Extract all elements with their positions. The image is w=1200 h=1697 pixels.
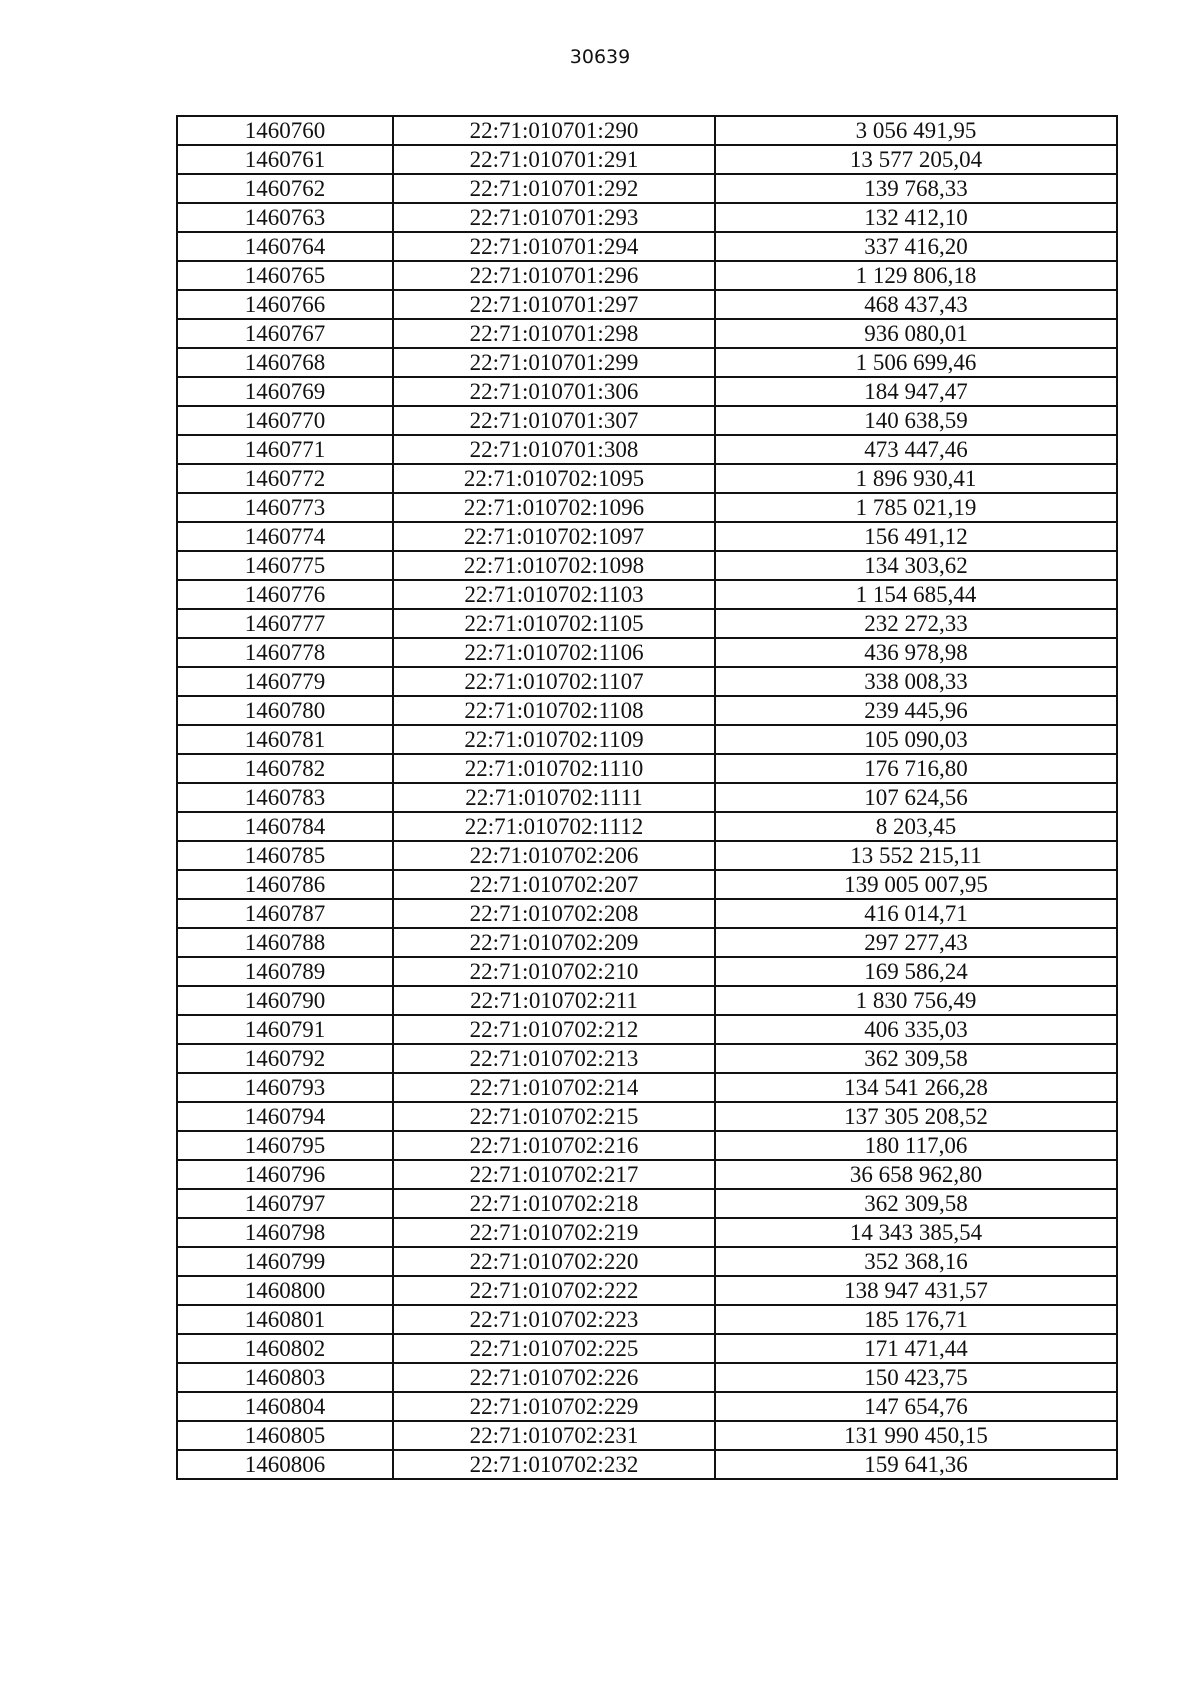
value-cell: 156 491,12 [715,522,1117,551]
table-row [177,551,1117,580]
value-cell: 352 368,16 [715,1247,1117,1276]
record-number-cell: 1460797 [177,1189,393,1218]
table-row [177,1218,1117,1247]
value-cell: 468 437,43 [715,290,1117,319]
cadastral-number-cell: 22:71:010702:212 [393,1015,715,1044]
record-number-cell: 1460776 [177,580,393,609]
table-row [177,754,1117,783]
cadastral-number-cell: 22:71:010702:206 [393,841,715,870]
cadastral-number-cell: 22:71:010702:232 [393,1450,715,1479]
record-number-cell: 1460773 [177,493,393,522]
cadastral-number-cell: 22:71:010701:296 [393,261,715,290]
table-row [177,638,1117,667]
table-row [177,667,1117,696]
table-row [177,290,1117,319]
table-row [177,1363,1117,1392]
value-cell: 185 176,71 [715,1305,1117,1334]
cadastral-number-cell: 22:71:010702:225 [393,1334,715,1363]
cadastral-number-cell: 22:71:010702:217 [393,1160,715,1189]
table-row [177,261,1117,290]
cadastral-number-cell: 22:71:010702:1106 [393,638,715,667]
table-row [177,203,1117,232]
table-row [177,348,1117,377]
table-row [177,1247,1117,1276]
record-number-cell: 1460805 [177,1421,393,1450]
table-row [177,116,1117,145]
value-cell: 138 947 431,57 [715,1276,1117,1305]
value-cell: 1 506 699,46 [715,348,1117,377]
cadastral-number-cell: 22:71:010701:308 [393,435,715,464]
record-number-cell: 1460782 [177,754,393,783]
value-cell: 239 445,96 [715,696,1117,725]
value-cell: 406 335,03 [715,1015,1117,1044]
value-cell: 337 416,20 [715,232,1117,261]
record-number-cell: 1460762 [177,174,393,203]
table-row [177,319,1117,348]
cadastral-number-cell: 22:71:010702:231 [393,1421,715,1450]
value-cell: 131 990 450,15 [715,1421,1117,1450]
cadastral-number-cell: 22:71:010702:210 [393,957,715,986]
table-row [177,1276,1117,1305]
record-number-cell: 1460789 [177,957,393,986]
record-number-cell: 1460774 [177,522,393,551]
value-cell: 180 117,06 [715,1131,1117,1160]
value-cell: 134 303,62 [715,551,1117,580]
cadastral-number-cell: 22:71:010702:1095 [393,464,715,493]
table-row [177,696,1117,725]
cadastral-number-cell: 22:71:010702:207 [393,870,715,899]
value-cell: 140 638,59 [715,406,1117,435]
table-row [177,145,1117,174]
cadastral-number-cell: 22:71:010702:1111 [393,783,715,812]
table-row [177,1392,1117,1421]
value-cell: 139 005 007,95 [715,870,1117,899]
cadastral-number-cell: 22:71:010702:213 [393,1044,715,1073]
cadastral-number-cell: 22:71:010702:214 [393,1073,715,1102]
value-cell: 137 305 208,52 [715,1102,1117,1131]
table-row [177,870,1117,899]
value-cell: 169 586,24 [715,957,1117,986]
record-number-cell: 1460778 [177,638,393,667]
table-body [177,116,1117,1479]
table-row [177,1334,1117,1363]
cadastral-number-cell: 22:71:010702:1105 [393,609,715,638]
cadastral-number-cell: 22:71:010702:1096 [393,493,715,522]
record-number-cell: 1460780 [177,696,393,725]
table-row [177,1421,1117,1450]
cadastral-number-cell: 22:71:010702:1098 [393,551,715,580]
value-cell: 297 277,43 [715,928,1117,957]
table-row [177,609,1117,638]
cadastral-number-cell: 22:71:010702:208 [393,899,715,928]
record-number-cell: 1460770 [177,406,393,435]
cadastral-number-cell: 22:71:010702:223 [393,1305,715,1334]
value-cell: 436 978,98 [715,638,1117,667]
record-number-cell: 1460779 [177,667,393,696]
value-cell: 176 716,80 [715,754,1117,783]
cadastral-number-cell: 22:71:010701:297 [393,290,715,319]
cadastral-number-cell: 22:71:010701:291 [393,145,715,174]
record-number-cell: 1460771 [177,435,393,464]
value-cell: 473 447,46 [715,435,1117,464]
record-number-cell: 1460794 [177,1102,393,1131]
record-number-cell: 1460790 [177,986,393,1015]
cadastral-number-cell: 22:71:010702:1107 [393,667,715,696]
cadastral-number-cell: 22:71:010702:1103 [393,580,715,609]
record-number-cell: 1460796 [177,1160,393,1189]
record-number-cell: 1460769 [177,377,393,406]
table-row [177,841,1117,870]
table-row [177,1305,1117,1334]
cadastral-number-cell: 22:71:010701:294 [393,232,715,261]
cadastral-number-cell: 22:71:010702:219 [393,1218,715,1247]
record-number-cell: 1460799 [177,1247,393,1276]
record-number-cell: 1460791 [177,1015,393,1044]
data-table [176,115,1118,1480]
table-row [177,1044,1117,1073]
record-number-cell: 1460761 [177,145,393,174]
table-row [177,812,1117,841]
value-cell: 14 343 385,54 [715,1218,1117,1247]
cadastral-number-cell: 22:71:010702:218 [393,1189,715,1218]
table-row [177,1189,1117,1218]
record-number-cell: 1460781 [177,725,393,754]
value-cell: 147 654,76 [715,1392,1117,1421]
value-cell: 184 947,47 [715,377,1117,406]
cadastral-number-cell: 22:71:010701:293 [393,203,715,232]
value-cell: 159 641,36 [715,1450,1117,1479]
record-number-cell: 1460766 [177,290,393,319]
value-cell: 1 830 756,49 [715,986,1117,1015]
cadastral-number-cell: 22:71:010702:1108 [393,696,715,725]
value-cell: 139 768,33 [715,174,1117,203]
record-number-cell: 1460795 [177,1131,393,1160]
table-row [177,1160,1117,1189]
value-cell: 232 272,33 [715,609,1117,638]
table-row [177,1073,1117,1102]
page-number: 30639 [569,46,631,68]
table-row [177,1450,1117,1479]
table-row [177,1102,1117,1131]
value-cell: 134 541 266,28 [715,1073,1117,1102]
cadastral-number-cell: 22:71:010702:1109 [393,725,715,754]
table-row [177,899,1117,928]
record-number-cell: 1460777 [177,609,393,638]
record-number-cell: 1460765 [177,261,393,290]
table-row [177,1015,1117,1044]
value-cell: 13 552 215,11 [715,841,1117,870]
record-number-cell: 1460767 [177,319,393,348]
table-row [177,580,1117,609]
value-cell: 3 056 491,95 [715,116,1117,145]
record-number-cell: 1460764 [177,232,393,261]
cadastral-number-cell: 22:71:010701:298 [393,319,715,348]
value-cell: 36 658 962,80 [715,1160,1117,1189]
table-row [177,725,1117,754]
value-cell: 171 471,44 [715,1334,1117,1363]
record-number-cell: 1460784 [177,812,393,841]
table-row [177,174,1117,203]
record-number-cell: 1460802 [177,1334,393,1363]
value-cell: 1 129 806,18 [715,261,1117,290]
cadastral-number-cell: 22:71:010701:292 [393,174,715,203]
table-row [177,232,1117,261]
cadastral-number-cell: 22:71:010702:209 [393,928,715,957]
table-row [177,522,1117,551]
value-cell: 8 203,45 [715,812,1117,841]
record-number-cell: 1460772 [177,464,393,493]
cadastral-number-cell: 22:71:010702:1097 [393,522,715,551]
cadastral-number-cell: 22:71:010701:290 [393,116,715,145]
cadastral-number-cell: 22:71:010702:216 [393,1131,715,1160]
table-container [176,115,1116,1480]
record-number-cell: 1460801 [177,1305,393,1334]
value-cell: 1 785 021,19 [715,493,1117,522]
record-number-cell: 1460768 [177,348,393,377]
record-number-cell: 1460788 [177,928,393,957]
value-cell: 362 309,58 [715,1189,1117,1218]
cadastral-number-cell: 22:71:010702:229 [393,1392,715,1421]
value-cell: 338 008,33 [715,667,1117,696]
table-row [177,928,1117,957]
record-number-cell: 1460800 [177,1276,393,1305]
table-row [177,406,1117,435]
record-number-cell: 1460785 [177,841,393,870]
value-cell: 936 080,01 [715,319,1117,348]
cadastral-number-cell: 22:71:010702:220 [393,1247,715,1276]
record-number-cell: 1460803 [177,1363,393,1392]
value-cell: 416 014,71 [715,899,1117,928]
cadastral-number-cell: 22:71:010702:211 [393,986,715,1015]
cadastral-number-cell: 22:71:010701:299 [393,348,715,377]
record-number-cell: 1460792 [177,1044,393,1073]
cadastral-number-cell: 22:71:010701:307 [393,406,715,435]
record-number-cell: 1460763 [177,203,393,232]
record-number-cell: 1460783 [177,783,393,812]
cadastral-number-cell: 22:71:010702:226 [393,1363,715,1392]
value-cell: 132 412,10 [715,203,1117,232]
record-number-cell: 1460787 [177,899,393,928]
table-row [177,377,1117,406]
value-cell: 1 154 685,44 [715,580,1117,609]
value-cell: 150 423,75 [715,1363,1117,1392]
value-cell: 107 624,56 [715,783,1117,812]
cadastral-number-cell: 22:71:010702:1112 [393,812,715,841]
value-cell: 362 309,58 [715,1044,1117,1073]
record-number-cell: 1460806 [177,1450,393,1479]
table-row [177,783,1117,812]
table-row [177,464,1117,493]
table-row [177,1131,1117,1160]
table-row [177,493,1117,522]
record-number-cell: 1460786 [177,870,393,899]
value-cell: 13 577 205,04 [715,145,1117,174]
cadastral-number-cell: 22:71:010702:222 [393,1276,715,1305]
record-number-cell: 1460793 [177,1073,393,1102]
table-row [177,435,1117,464]
record-number-cell: 1460804 [177,1392,393,1421]
value-cell: 105 090,03 [715,725,1117,754]
table-row [177,957,1117,986]
value-cell: 1 896 930,41 [715,464,1117,493]
record-number-cell: 1460798 [177,1218,393,1247]
cadastral-number-cell: 22:71:010701:306 [393,377,715,406]
record-number-cell: 1460760 [177,116,393,145]
record-number-cell: 1460775 [177,551,393,580]
cadastral-number-cell: 22:71:010702:215 [393,1102,715,1131]
table-row [177,986,1117,1015]
cadastral-number-cell: 22:71:010702:1110 [393,754,715,783]
